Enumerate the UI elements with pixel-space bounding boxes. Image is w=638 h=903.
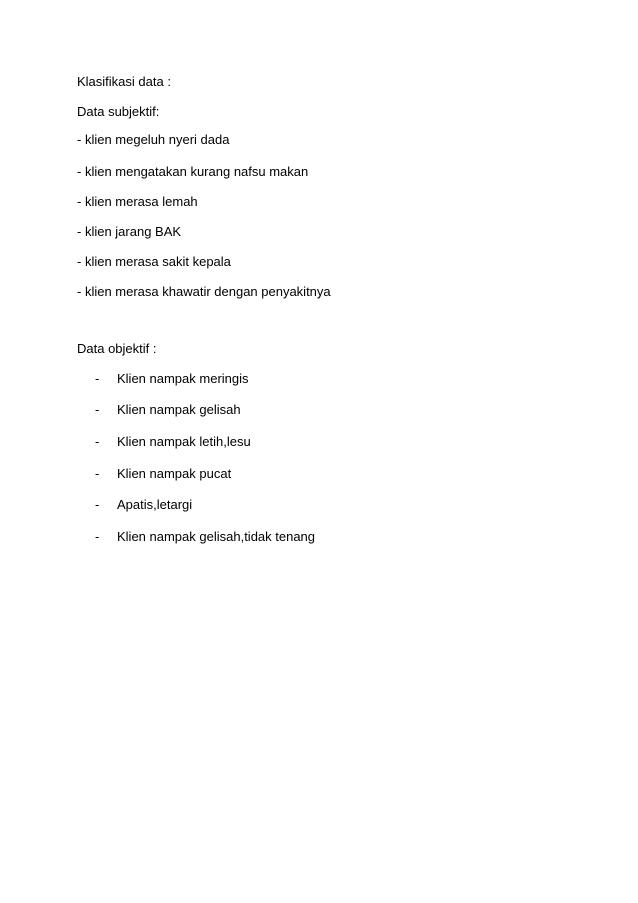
subjective-item: - klien merasa sakit kepala [77,254,231,269]
bullet-dash: - [95,497,100,512]
subjective-item: - klien megeluh nyeri dada [77,132,230,147]
subjective-item: - klien merasa khawatir dengan penyakitnya [77,284,331,299]
objective-item-text: Klien nampak gelisah,tidak tenang [117,529,316,544]
subjective-item: - klien mengatakan kurang nafsu makan [77,164,309,179]
bullet-dash: - [95,434,100,449]
objective-item-text: Klien nampak pucat [117,466,232,481]
bullet-dash: - [95,529,100,544]
subjective-title: Data subjektif: [77,104,160,119]
bullet-dash: - [95,466,100,481]
subjective-item: - klien jarang BAK [77,224,182,239]
objective-title: Data objektif : [77,341,157,356]
objective-item-text: Klien nampak meringis [117,371,249,386]
objective-item-text: Apatis,letargi [117,497,193,512]
subjective-item: - klien merasa lemah [77,194,198,209]
objective-item-text: Klien nampak gelisah [117,402,241,417]
bullet-dash: - [95,402,100,417]
bullet-dash: - [95,371,100,386]
document-heading: Klasifikasi data : [77,74,171,89]
objective-item-text: Klien nampak letih,lesu [117,434,251,449]
